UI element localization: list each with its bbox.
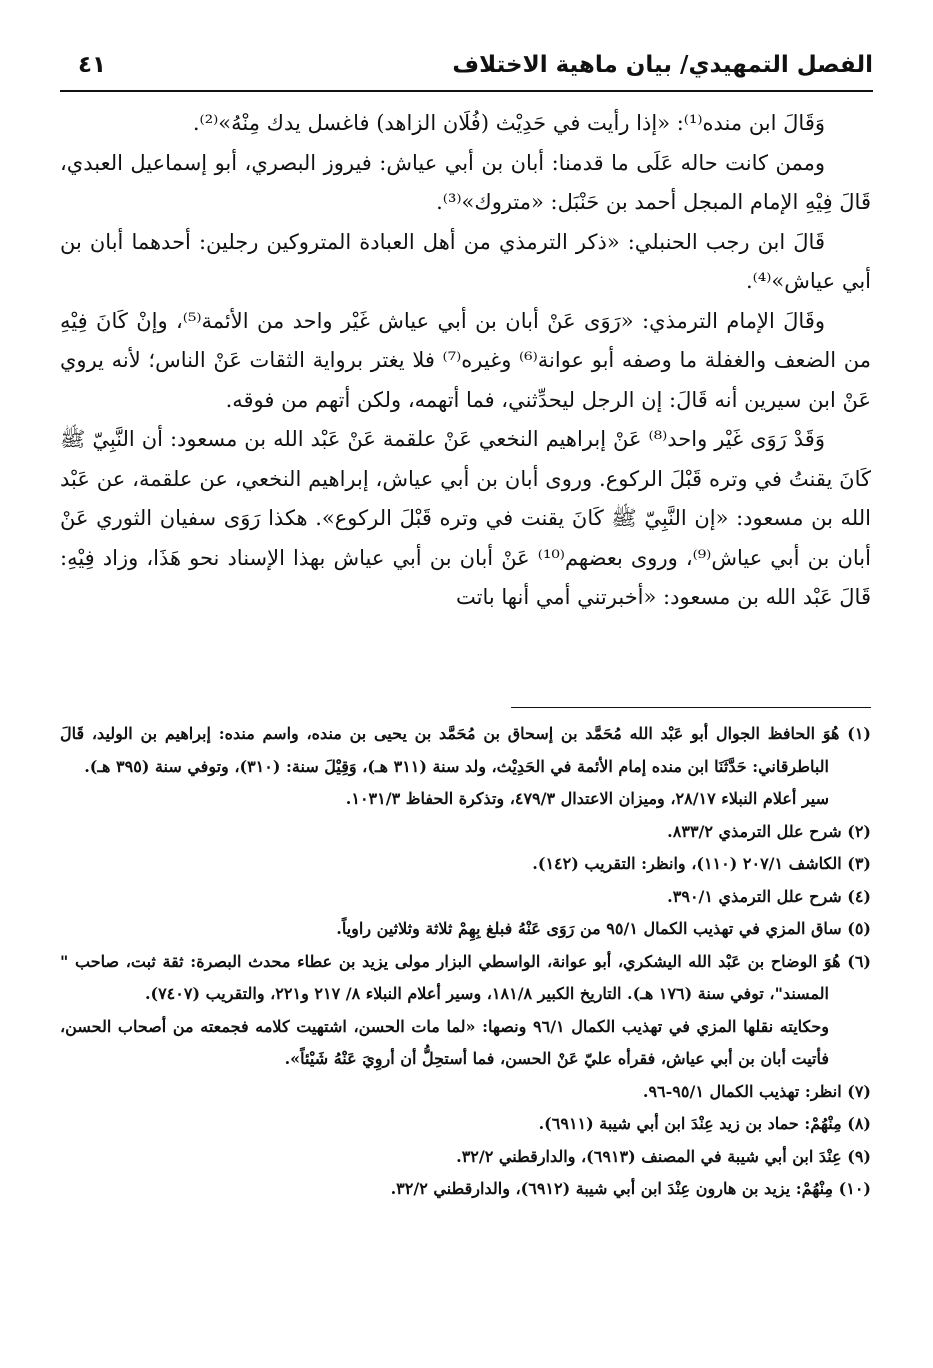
footnote: (٩) عِنْدَ ابن أبي شيبة في المصنف (٦٩١٣)، والدارقطني ٣٢/٢.	[456, 1146, 871, 1166]
main-text	[60, 104, 871, 618]
footnote: (٥) ساق المزي في تهذيب الكمال ٩٥/١ من رَوَى عَنْهُ فبلغ بِهِمْ ثلاثة وثلاثين راوياً.	[336, 919, 871, 938]
footnote: (٢) شرح علل الترمذي ٨٣٣/٢.	[667, 821, 871, 841]
footnote: (٨) مِنْهُمْ: حماد بن زيد عِنْدَ ابن أبي شيبة (٦٩١١).	[538, 1114, 871, 1133]
footnote: (٣) الكاشف ٢٠٧/١ (١١٠)، وانظر: التقريب (١٤٢).	[532, 854, 871, 873]
footnote: (٧) انظر: تهذيب الكمال ٩٥/١-٩٦.	[642, 1081, 871, 1101]
footnote-separator	[511, 707, 871, 708]
paragraph: وَقَدْ رَوَى غَيْر واحد⁽⁸⁾ عَنْ إبراهيم النخعي عَنْ علقمة عَنْ عَبْد الله بن مسعود: أن النَّبِيّ ﷺ كَانَ يقنتُ في وتره قَبْلَ الركوع. وروى أبان بن أبي عياش، إبراهيم النخعي، عن علقمة، عن عَبْد الله بن مسعود: «إن النَّبِيّ ﷺ كَانَ يقنت في وتره قَبْلَ الركوع». هكذا رَوَى سفيان الثوري عَنْ أبان بن أبي عياش⁽⁹⁾، وروى بعضهم⁽¹⁰⁾ عَنْ أبان بن أبي عياش بهذا الإسناد نحو هَذَا، وزاد فِيْهِ: قَالَ عَبْد الله بن مسعود: «أخبرتني أمي أنها باتت	[60, 427, 871, 609]
page-number: ٤١	[78, 52, 107, 78]
footnotes	[60, 718, 871, 1206]
footnote: (٦) هُوَ الوضاح بن عَبْد الله اليشكري، أبو عوانة، الواسطي البزار مولى يزيد بن عطاء محدث البصرة: ثقة ثبت، صاحب " المسند"، توفي سنة (١٧٦ هـ). التاريخ الكبير ١٨١/٨، وسير أعلام النبلاء ٨/ ٢١٧ و٢٢١، والتقريب (٧٤٠٧).	[60, 951, 871, 1003]
footnote: (١) هُوَ الحافظ الجوال أبو عَبْد الله مُحَمَّد بن إسحاق بن مُحَمَّد بن يحيى بن منده، واسم منده: إبراهيم بن الوليد، قَالَ الباطرقاني: حَدَّثَنَا ابن منده إمام الأئمة في الحَدِيْث، ولد سنة (٣١١ هـ)، وَقِيْلَ سنة: (٣١٠)، وتوفي سنة (٣٩٥ هـ).	[60, 724, 871, 776]
footnote-continuation: وحكايته نقلها المزي في تهذيب الكمال ٩٦/١ ونصها: «لما مات الحسن، اشتهيت كلامه فجمعته من أصحاب الحسن، فأتيت أبان بن أبي عياش، فقرأه عليّ عَنْ الحسن، فما أستحِلُّ أن أروِيَ عَنْهُ شَيْئاً».	[60, 1016, 829, 1068]
paragraph: قَالَ ابن رجب الحنبلي: «ذكر الترمذي من أهل العبادة المتروكين رجلين: أحدهما أبان بن أبي عياش»⁽⁴⁾.	[60, 229, 871, 293]
paragraph: وَقَالَ ابن منده⁽¹⁾: «إذا رأيت في حَدِيْث (فُلَان الزاهد) فاغسل يدك مِنْهُ»⁽²⁾.	[192, 111, 825, 135]
paragraph: وقَالَ الإمام الترمذي: «رَوَى عَنْ أبان بن أبي عياش غَيْر واحد من الأئمة⁽⁵⁾، وإنْ كَانَ فِيْهِ من الضعف والغفلة ما وصفه أبو عوانة⁽⁶⁾ وغيره⁽⁷⁾ فلا يغتر برواية الثقات عَنْ الناس؛ لأنه يروي عَنْ ابن سيرين أنه قَالَ: إن الرجل ليحدِّثني، فما أتهمه، ولكن أتهم من فوقه.	[60, 308, 871, 412]
footnote: (٤) شرح علل الترمذي ٣٩٠/١.	[667, 886, 871, 906]
paragraph: وممن كانت حاله عَلَى ما قدمنا: أبان بن أبي عياش: فيروز البصري، أبو إسماعيل العبدي، قَالَ فِيْهِ الإمام المبجل أحمد بن حَنْبَل: «متروك»⁽³⁾.	[60, 150, 871, 214]
page-header	[60, 52, 873, 88]
footnote: (١٠) مِنْهُمْ: يزيد بن هارون عِنْدَ ابن أبي شيبة (٦٩١٢)، والدارقطني ٣٢/٢.	[390, 1179, 871, 1198]
header-rule	[60, 90, 873, 92]
footnote-continuation: سير أعلام النبلاء ٢٨/١٧، وميزان الاعتدال ٤٧٩/٣، وتذكرة الحفاظ ١٠٣١/٣.	[345, 789, 829, 808]
running-title: الفصل التمهيدي/ بيان ماهية الاختلاف	[452, 52, 873, 78]
